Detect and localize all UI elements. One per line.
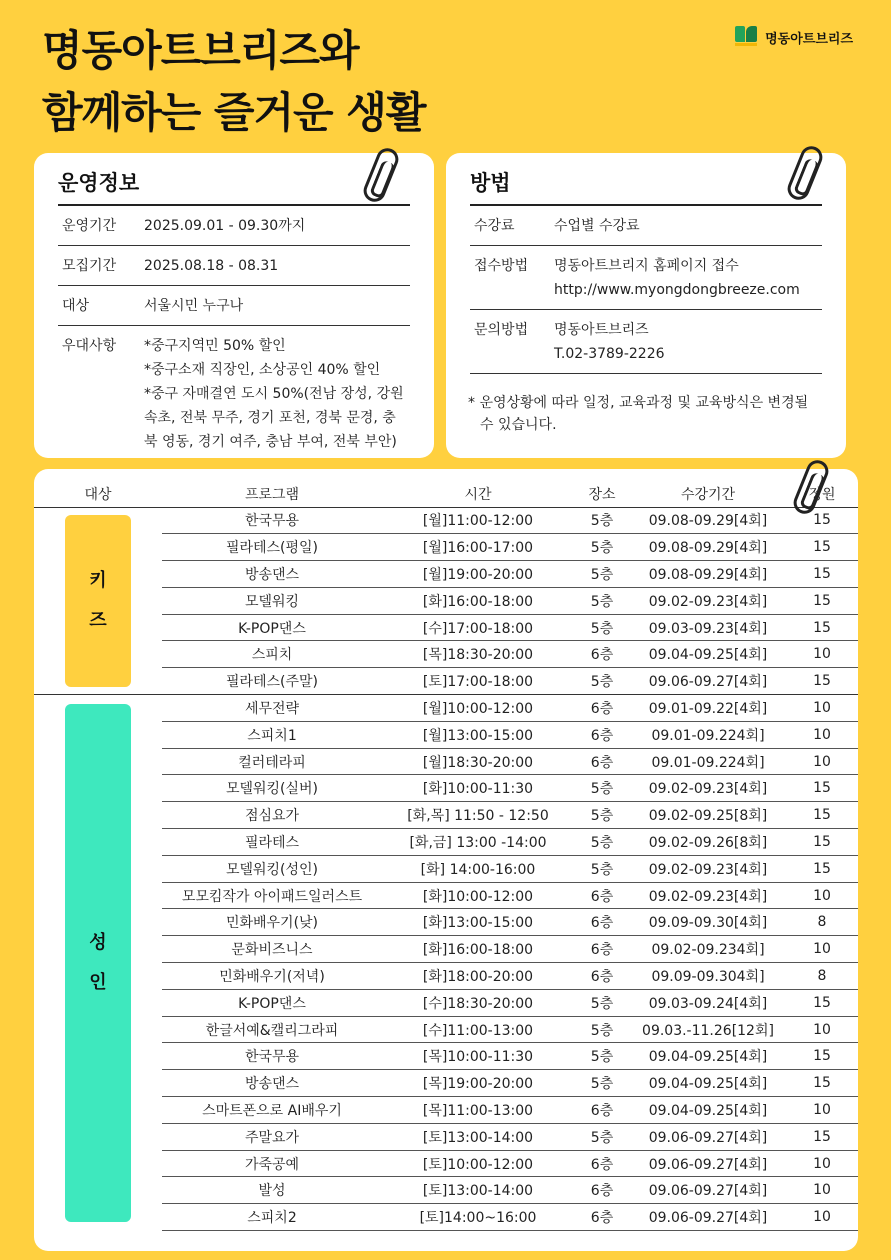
capacity-cell: 10	[786, 695, 858, 722]
period-cell: 09.02-09.23[4회]	[630, 855, 786, 882]
brand	[735, 26, 853, 48]
schedule-card	[34, 469, 858, 1251]
program-cell: 민화배우기(저녁)	[162, 963, 382, 990]
method-value-line: 수업별 수강료	[554, 218, 640, 234]
program-cell: 발성	[162, 1177, 382, 1204]
info-row	[58, 286, 410, 326]
time-cell: [화]10:00-11:30	[382, 775, 574, 802]
capacity-cell: 10	[786, 1204, 858, 1231]
info-value-line: 2025.09.01 - 09.30까지	[144, 218, 306, 234]
time-cell: [월]11:00-12:00	[382, 507, 574, 534]
place-cell: 6층	[574, 695, 630, 722]
time-cell: [월]16:00-17:00	[382, 534, 574, 561]
group-cell	[34, 695, 162, 1231]
period-cell: 09.01-09.22[4회]	[630, 695, 786, 722]
table-body	[34, 507, 858, 1231]
group-label-char: 인	[89, 971, 107, 993]
time-cell: [목]10:00-11:30	[382, 1043, 574, 1070]
time-cell: [토]10:00-12:00	[382, 1150, 574, 1177]
program-cell: 방송댄스	[162, 1070, 382, 1097]
time-cell: [토]13:00-14:00	[382, 1123, 574, 1150]
title-line-1: 명동아트브리즈와	[42, 26, 359, 75]
method-note: * 운영상황에 따라 일정, 교육과정 및 교육방식은 변경될 수 있습니다.	[468, 395, 809, 433]
period-cell: 09.06-09.27[4회]	[630, 668, 786, 695]
period-cell: 09.02-09.23[4회]	[630, 587, 786, 614]
period-cell: 09.03-09.24[4회]	[630, 989, 786, 1016]
capacity-cell: 10	[786, 641, 858, 668]
period-cell: 09.02-09.234회]	[630, 936, 786, 963]
program-cell: 민화배우기(낮)	[162, 909, 382, 936]
program-cell: 방송댄스	[162, 561, 382, 588]
place-cell: 6층	[574, 1204, 630, 1231]
info-label: 운영기간	[62, 218, 117, 234]
time-cell: [화,목] 11:50 - 12:50	[382, 802, 574, 829]
capacity-cell: 10	[786, 1177, 858, 1204]
group-label-char: 성	[89, 931, 107, 953]
place-cell: 5층	[574, 1123, 630, 1150]
info-row	[58, 246, 410, 286]
time-cell: [목]19:00-20:00	[382, 1070, 574, 1097]
time-cell: [화,금] 13:00 -14:00	[382, 829, 574, 856]
capacity-cell: 15	[786, 989, 858, 1016]
title-line-2: 함께하는 즐거운 생활	[42, 88, 426, 137]
column-header: 장소	[574, 481, 630, 507]
method-value-line: 명동아트브리지 홈페이지 접수	[554, 258, 739, 274]
method-label: 문의방법	[474, 322, 529, 338]
period-cell: 09.06-09.27[4회]	[630, 1150, 786, 1177]
time-cell: [화]10:00-12:00	[382, 882, 574, 909]
table-row	[34, 507, 858, 534]
info-label: 모집기간	[62, 258, 117, 274]
period-cell: 09.09-09.304회]	[630, 963, 786, 990]
place-cell: 5층	[574, 775, 630, 802]
info-value-line: 서울시민 누구나	[144, 298, 244, 314]
capacity-cell: 15	[786, 614, 858, 641]
capacity-cell: 10	[786, 1150, 858, 1177]
table-row	[34, 695, 858, 722]
capacity-cell: 15	[786, 507, 858, 534]
capacity-cell: 10	[786, 721, 858, 748]
place-cell: 6층	[574, 963, 630, 990]
program-cell: 모델워킹	[162, 587, 382, 614]
time-cell: [월]10:00-12:00	[382, 695, 574, 722]
capacity-cell: 10	[786, 1097, 858, 1124]
program-cell: 필라테스	[162, 829, 382, 856]
period-cell: 09.09-09.30[4회]	[630, 909, 786, 936]
time-cell: [토]13:00-14:00	[382, 1177, 574, 1204]
column-header: 수강기간	[630, 481, 786, 507]
info-rows	[58, 206, 410, 461]
method-value	[554, 318, 822, 366]
capacity-cell: 10	[786, 936, 858, 963]
info-value	[144, 334, 410, 454]
method-value-line: T.02-3789-2226	[554, 346, 665, 362]
place-cell: 5층	[574, 668, 630, 695]
info-value-line: *중구 자매결연 도시 50%(전남 장성, 강원	[144, 386, 404, 402]
period-cell: 09.04-09.25[4회]	[630, 641, 786, 668]
method-value-line: 명동아트브리즈	[554, 322, 649, 338]
schedule-table	[34, 481, 858, 1231]
program-cell: 필라테스(주말)	[162, 668, 382, 695]
method-value	[554, 214, 822, 238]
place-cell: 5층	[574, 561, 630, 588]
program-cell: 한국무용	[162, 507, 382, 534]
info-label: 우대사항	[62, 338, 117, 354]
method-label: 접수방법	[474, 258, 529, 274]
brand-logo-icon	[735, 26, 759, 48]
time-cell: [월]18:30-20:00	[382, 748, 574, 775]
place-cell: 6층	[574, 1150, 630, 1177]
time-cell: [화]13:00-15:00	[382, 909, 574, 936]
program-cell: K-POP댄스	[162, 989, 382, 1016]
program-cell: 스마트폰으로 AI배우기	[162, 1097, 382, 1124]
time-cell: [화] 14:00-16:00	[382, 855, 574, 882]
period-cell: 09.06-09.27[4회]	[630, 1177, 786, 1204]
capacity-cell: 15	[786, 587, 858, 614]
capacity-cell: 8	[786, 963, 858, 990]
capacity-cell: 15	[786, 561, 858, 588]
method-card	[446, 153, 846, 458]
place-cell: 5층	[574, 534, 630, 561]
group-label-char: 즈	[89, 609, 107, 631]
capacity-cell: 15	[786, 534, 858, 561]
method-row	[470, 310, 822, 374]
time-cell: [토]14:00~16:00	[382, 1204, 574, 1231]
time-cell: [수]11:00-13:00	[382, 1016, 574, 1043]
time-cell: [토]17:00-18:00	[382, 668, 574, 695]
time-cell: [화]18:00-20:00	[382, 963, 574, 990]
brand-name: 명동아트브리즈	[765, 31, 853, 47]
capacity-cell: 10	[786, 748, 858, 775]
period-cell: 09.04-09.25[4회]	[630, 1070, 786, 1097]
place-cell: 5층	[574, 1043, 630, 1070]
place-cell: 5층	[574, 1016, 630, 1043]
capacity-cell: 15	[786, 829, 858, 856]
capacity-cell: 10	[786, 1016, 858, 1043]
period-cell: 09.02-09.26[8회]	[630, 829, 786, 856]
period-cell: 09.04-09.25[4회]	[630, 1097, 786, 1124]
period-cell: 09.01-09.224회]	[630, 748, 786, 775]
place-cell: 6층	[574, 1177, 630, 1204]
program-cell: 한글서예&캘리그라피	[162, 1016, 382, 1043]
program-cell: 세무전략	[162, 695, 382, 722]
group-cell	[34, 507, 162, 695]
capacity-cell: 15	[786, 775, 858, 802]
place-cell: 6층	[574, 748, 630, 775]
period-cell: 09.02-09.25[8회]	[630, 802, 786, 829]
info-value	[144, 254, 410, 278]
program-cell: 가죽공예	[162, 1150, 382, 1177]
method-row	[470, 206, 822, 246]
program-cell: 모델워킹(실버)	[162, 775, 382, 802]
method-heading: 방법	[470, 167, 822, 206]
info-label: 대상	[62, 298, 90, 314]
time-cell: [월]19:00-20:00	[382, 561, 574, 588]
place-cell: 6층	[574, 909, 630, 936]
place-cell: 5층	[574, 829, 630, 856]
period-cell: 09.08-09.29[4회]	[630, 507, 786, 534]
place-cell: 6층	[574, 936, 630, 963]
period-cell: 09.04-09.25[4회]	[630, 1043, 786, 1070]
period-cell: 09.03-09.23[4회]	[630, 614, 786, 641]
period-cell: 09.03.-11.26[12회]	[630, 1016, 786, 1043]
method-label: 수강료	[474, 218, 515, 234]
method-row	[470, 246, 822, 310]
time-cell: [수]18:30-20:00	[382, 989, 574, 1016]
place-cell: 5층	[574, 614, 630, 641]
method-rows	[470, 206, 822, 374]
info-row	[58, 326, 410, 461]
time-cell: [목]11:00-13:00	[382, 1097, 574, 1124]
capacity-cell: 15	[786, 1123, 858, 1150]
place-cell: 5층	[574, 802, 630, 829]
program-cell: 스피치2	[162, 1204, 382, 1231]
program-cell: 모모킴작가 아이패드일러스트	[162, 882, 382, 909]
info-row	[58, 206, 410, 246]
capacity-cell: 15	[786, 668, 858, 695]
period-cell: 09.02-09.23[4회]	[630, 775, 786, 802]
table-header-row	[34, 481, 858, 507]
info-heading: 운영정보	[58, 167, 410, 206]
program-cell: 주말요가	[162, 1123, 382, 1150]
capacity-cell: 15	[786, 802, 858, 829]
program-cell: 컬러테라피	[162, 748, 382, 775]
place-cell: 5층	[574, 507, 630, 534]
period-cell: 09.08-09.29[4회]	[630, 561, 786, 588]
page-title	[42, 20, 425, 144]
column-header: 정원	[786, 481, 858, 507]
period-cell: 09.06-09.27[4회]	[630, 1123, 786, 1150]
capacity-cell: 15	[786, 1070, 858, 1097]
program-cell: 스피치	[162, 641, 382, 668]
column-header: 대상	[34, 481, 162, 507]
program-cell: K-POP댄스	[162, 614, 382, 641]
info-value	[144, 214, 410, 238]
place-cell: 6층	[574, 882, 630, 909]
info-value	[144, 294, 410, 318]
period-cell: 09.01-09.224회]	[630, 721, 786, 748]
info-value-line: 2025.08.18 - 08.31	[144, 258, 279, 274]
place-cell: 5층	[574, 587, 630, 614]
program-cell: 점심요가	[162, 802, 382, 829]
capacity-cell: 10	[786, 882, 858, 909]
info-value-line: *중구소재 직장인, 소상공인 40% 할인	[144, 362, 381, 378]
method-value-line: http://www.myongdongbreeze.com	[554, 282, 800, 298]
place-cell: 5층	[574, 855, 630, 882]
place-cell: 6층	[574, 1097, 630, 1124]
program-cell: 문화비즈니스	[162, 936, 382, 963]
info-value-line: 북 영동, 경기 여주, 충남 부여, 전북 부안)	[144, 434, 397, 450]
program-cell: 스피치1	[162, 721, 382, 748]
time-cell: [화]16:00-18:00	[382, 587, 574, 614]
time-cell: [수]17:00-18:00	[382, 614, 574, 641]
group-label	[65, 704, 131, 1222]
place-cell: 5층	[574, 1070, 630, 1097]
program-cell: 필라테스(평일)	[162, 534, 382, 561]
info-value-line: *중구지역민 50% 할인	[144, 338, 286, 354]
column-header: 프로그램	[162, 481, 382, 507]
group-label-char: 키	[89, 569, 107, 591]
place-cell: 6층	[574, 721, 630, 748]
program-cell: 모델워킹(성인)	[162, 855, 382, 882]
time-cell: [목]18:30-20:00	[382, 641, 574, 668]
info-card	[34, 153, 434, 458]
place-cell: 6층	[574, 641, 630, 668]
capacity-cell: 15	[786, 855, 858, 882]
place-cell: 5층	[574, 989, 630, 1016]
program-cell: 한국무용	[162, 1043, 382, 1070]
method-value	[554, 254, 822, 302]
period-cell: 09.02-09.23[4회]	[630, 882, 786, 909]
info-value-line: 속초, 전북 무주, 경기 포천, 경북 문경, 충	[144, 410, 396, 426]
time-cell: [화]16:00-18:00	[382, 936, 574, 963]
capacity-cell: 8	[786, 909, 858, 936]
capacity-cell: 15	[786, 1043, 858, 1070]
time-cell: [월]13:00-15:00	[382, 721, 574, 748]
group-label	[65, 515, 131, 687]
period-cell: 09.06-09.27[4회]	[630, 1204, 786, 1231]
period-cell: 09.08-09.29[4회]	[630, 534, 786, 561]
column-header: 시간	[382, 481, 574, 507]
